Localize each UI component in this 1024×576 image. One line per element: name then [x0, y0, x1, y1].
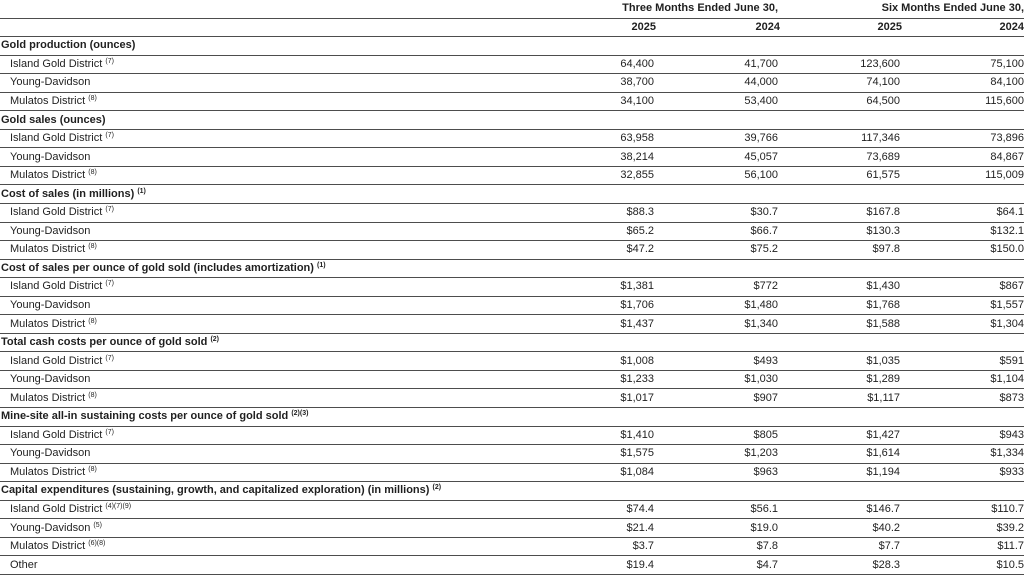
value-cell: $40.2 [780, 519, 902, 538]
value-cell: $1,427 [780, 426, 902, 445]
table-row [0, 222, 1024, 241]
value-cell: $4.7 [656, 556, 780, 575]
value-cell: $867 [902, 278, 1024, 297]
footnote-ref: (7) [105, 132, 114, 140]
value-cell: $933 [902, 463, 1024, 482]
value-cell: 38,214 [560, 148, 656, 167]
table-row [0, 296, 1024, 315]
section-header-row [0, 333, 1024, 352]
value-cell: $493 [656, 352, 780, 371]
value-cell: $7.7 [780, 537, 902, 556]
footnote-ref: (8) [88, 465, 97, 473]
value-cell: $47.2 [560, 241, 656, 260]
value-cell: $74.4 [560, 500, 656, 519]
value-cell: $66.7 [656, 222, 780, 241]
value-cell: 63,958 [560, 129, 656, 148]
value-cell: $1,104 [902, 370, 1024, 389]
value-cell: $39.2 [902, 519, 1024, 538]
footnote-ref: (6)(8) [88, 540, 106, 548]
value-cell: 84,100 [902, 74, 1024, 93]
value-cell: $1,030 [656, 370, 780, 389]
value-cell: 32,855 [560, 166, 656, 185]
value-cell: $1,017 [560, 389, 656, 408]
three-months-header: Three Months Ended June 30, [622, 2, 779, 15]
value-cell: 73,689 [780, 148, 902, 167]
table-row [0, 352, 1024, 371]
value-cell: $88.3 [560, 204, 656, 223]
value-cell: $167.8 [780, 204, 902, 223]
value-cell: $64.1 [902, 204, 1024, 223]
row-label: Island Gold District [10, 57, 103, 70]
table-row [0, 389, 1024, 408]
value-cell: $1,430 [780, 278, 902, 297]
table-row [0, 500, 1024, 519]
row-label: Young-Davidson [10, 447, 91, 460]
value-cell: $873 [902, 389, 1024, 408]
value-cell: $943 [902, 426, 1024, 445]
section-header-row [0, 259, 1024, 278]
value-cell: $132.1 [902, 222, 1024, 241]
section-title: Gold production (ounces) [1, 39, 136, 52]
value-cell: $1,768 [780, 296, 902, 315]
value-cell: $19.0 [656, 519, 780, 538]
value-cell: $19.4 [560, 556, 656, 575]
table-row [0, 55, 1024, 74]
year-header: 2024 [656, 18, 780, 37]
table-row [0, 92, 1024, 111]
value-cell: 73,896 [902, 129, 1024, 148]
year-header: 2025 [560, 18, 656, 37]
section-title: Mine-site all-in sustaining costs per ounce of gold sold [1, 410, 289, 423]
row-label: Island Gold District [10, 503, 103, 516]
value-cell: $1,575 [560, 445, 656, 464]
row-label: Mulatos District [10, 169, 86, 182]
value-cell: $1,233 [560, 370, 656, 389]
footnote-ref: (2)(3) [291, 410, 309, 418]
row-label: Island Gold District [10, 206, 103, 219]
footnote-ref: (7) [105, 57, 114, 65]
value-cell: 64,400 [560, 55, 656, 74]
row-label: Island Gold District [10, 428, 103, 441]
row-label: Young-Davidson [10, 373, 91, 386]
row-label: Young-Davidson [10, 224, 91, 237]
row-label: Mulatos District [10, 465, 86, 478]
section-header-row [0, 37, 1024, 56]
value-cell: $1,008 [560, 352, 656, 371]
footnote-ref: (8) [88, 391, 97, 399]
value-cell: $907 [656, 389, 780, 408]
year-header: 2025 [780, 18, 902, 37]
row-label: Island Gold District [10, 354, 103, 367]
table-row [0, 556, 1024, 575]
row-label: Young-Davidson [10, 299, 91, 312]
footnote-ref: (7) [105, 354, 114, 362]
table-row [0, 241, 1024, 260]
value-cell: $65.2 [560, 222, 656, 241]
value-cell: $150.0 [902, 241, 1024, 260]
row-label: Mulatos District [10, 243, 86, 256]
table-row [0, 74, 1024, 93]
table-row [0, 204, 1024, 223]
year-header-row [0, 18, 1024, 37]
value-cell: $7.8 [656, 537, 780, 556]
value-cell: 75,100 [902, 55, 1024, 74]
footnote-ref: (8) [88, 95, 97, 102]
row-label: Mulatos District [10, 540, 86, 553]
row-label: Mulatos District [10, 317, 86, 330]
section-header-row [0, 408, 1024, 427]
section-title: Gold sales (ounces) [1, 113, 106, 126]
footnote-ref: (8) [88, 317, 97, 325]
row-label: Young-Davidson [10, 150, 91, 163]
value-cell: $146.7 [780, 500, 902, 519]
value-cell: $963 [656, 463, 780, 482]
value-cell: $1,117 [780, 389, 902, 408]
section-header-row [0, 111, 1024, 130]
value-cell: $10.5 [902, 556, 1024, 575]
value-cell: 117,346 [780, 129, 902, 148]
value-cell: $11.7 [902, 537, 1024, 556]
table-row [0, 445, 1024, 464]
row-label: Young-Davidson [10, 521, 91, 534]
value-cell: $97.8 [780, 241, 902, 260]
value-cell: $110.7 [902, 500, 1024, 519]
section-title: Cost of sales per ounce of gold sold (includes amortization) [1, 261, 314, 274]
table-row [0, 426, 1024, 445]
value-cell: $56.1 [656, 500, 780, 519]
value-cell: $75.2 [656, 241, 780, 260]
footnote-ref: (2) [432, 484, 442, 492]
value-cell: $28.3 [780, 556, 902, 575]
row-label: Island Gold District [10, 280, 103, 293]
value-cell: 56,100 [656, 166, 780, 185]
section-title: Cost of sales (in millions) [1, 187, 135, 200]
value-cell: 61,575 [780, 166, 902, 185]
value-cell: 34,100 [560, 92, 656, 111]
six-months-header: Six Months Ended June 30, [881, 2, 1024, 15]
table-row [0, 519, 1024, 538]
value-cell: $1,194 [780, 463, 902, 482]
value-cell: 53,400 [656, 92, 780, 111]
value-cell: 123,600 [780, 55, 902, 74]
value-cell: $1,480 [656, 296, 780, 315]
value-cell: $1,084 [560, 463, 656, 482]
value-cell: 74,100 [780, 74, 902, 93]
footnote-ref: (1) [137, 187, 146, 195]
value-cell: $1,706 [560, 296, 656, 315]
value-cell: $1,557 [902, 296, 1024, 315]
row-label: Mulatos District [10, 95, 86, 107]
footnote-ref: (8) [88, 169, 97, 177]
footnote-ref: (7) [105, 206, 114, 214]
table-row [0, 315, 1024, 334]
value-cell: $1,588 [780, 315, 902, 334]
row-label: Other [10, 558, 38, 571]
value-cell: $1,437 [560, 315, 656, 334]
footnote-ref: (8) [88, 243, 97, 251]
value-cell: $591 [902, 352, 1024, 371]
value-cell: $805 [656, 426, 780, 445]
value-cell: 38,700 [560, 74, 656, 93]
row-label: Young-Davidson [10, 76, 91, 89]
period-header-row [0, 0, 1024, 18]
row-label: Island Gold District [10, 132, 103, 145]
table-row [0, 129, 1024, 148]
value-cell: $1,334 [902, 445, 1024, 464]
table-row [0, 463, 1024, 482]
value-cell: $1,614 [780, 445, 902, 464]
value-cell: 84,867 [902, 148, 1024, 167]
table-row [0, 166, 1024, 185]
section-title: Capital expenditures (sustaining, growth, and capitalized exploration) (in millions) [1, 484, 430, 497]
footnote-ref: (4)(7)(9) [105, 503, 132, 511]
footnote-ref: (5) [93, 521, 102, 529]
footnote-ref: (1) [316, 261, 326, 269]
value-cell: $1,289 [780, 370, 902, 389]
value-cell: 41,700 [656, 55, 780, 74]
value-cell: 44,000 [656, 74, 780, 93]
footnote-ref: (7) [105, 428, 114, 436]
value-cell: 64,500 [780, 92, 902, 111]
year-header: 2024 [902, 18, 1024, 37]
value-cell: 45,057 [656, 148, 780, 167]
footnote-ref: (2) [210, 336, 220, 344]
value-cell: $3.7 [560, 537, 656, 556]
section-header-row [0, 185, 1024, 204]
value-cell: 39,766 [656, 129, 780, 148]
section-title: Total cash costs per ounce of gold sold [1, 336, 208, 349]
value-cell: $772 [656, 278, 780, 297]
table-row [0, 370, 1024, 389]
value-cell: $30.7 [656, 204, 780, 223]
row-label: Mulatos District [10, 391, 86, 404]
value-cell: 115,009 [902, 166, 1024, 185]
section-header-row [0, 482, 1024, 501]
value-cell: $1,304 [902, 315, 1024, 334]
value-cell: $1,203 [656, 445, 780, 464]
value-cell: $1,340 [656, 315, 780, 334]
table-row [0, 278, 1024, 297]
value-cell: $1,381 [560, 278, 656, 297]
value-cell: $1,410 [560, 426, 656, 445]
value-cell: $21.4 [560, 519, 656, 538]
value-cell: $130.3 [780, 222, 902, 241]
table-row [0, 537, 1024, 556]
value-cell: $1,035 [780, 352, 902, 371]
table-row [0, 148, 1024, 167]
value-cell: 115,600 [902, 92, 1024, 111]
footnote-ref: (7) [105, 280, 114, 288]
